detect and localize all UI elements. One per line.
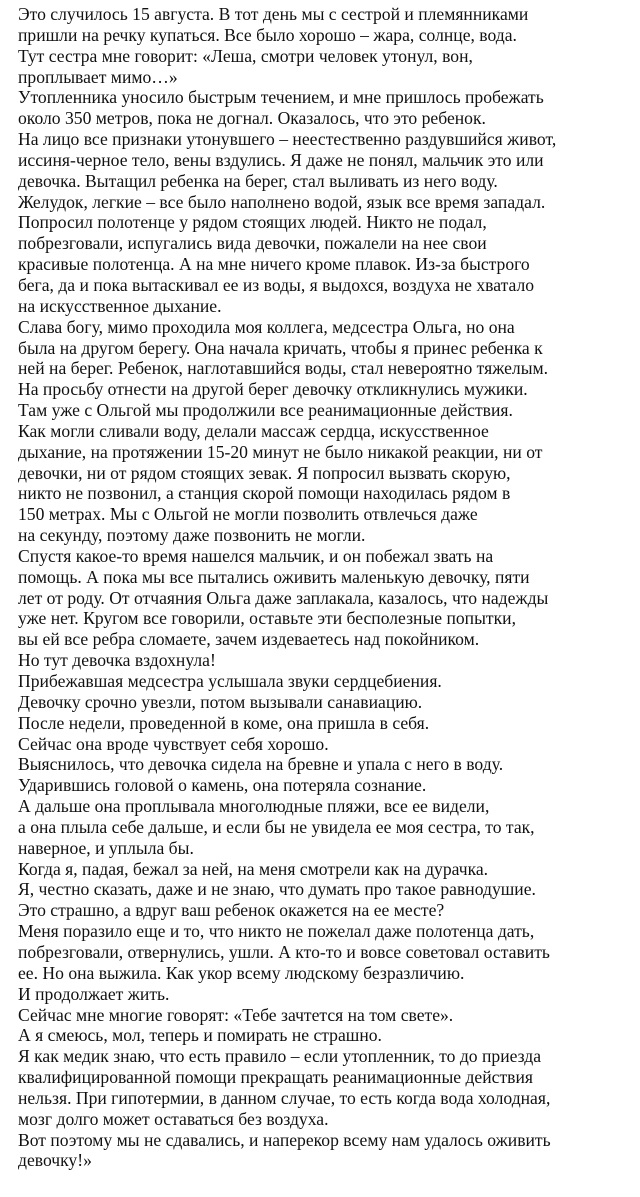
text-line: И продолжает жить.: [18, 983, 170, 1004]
text-line: иссиня-черное тело, вены вздулись. Я даже не понял, мальчик это или: [18, 149, 544, 170]
text-line: была на другом берегу. Она начала кричать, чтобы я принес ребенка к: [18, 337, 543, 358]
text-line: красивые полотенца. А на мне ничего кроме плавок. Из-за быстрого: [18, 254, 530, 275]
text-line: побрезговали, испугались вида девочки, пожалели на нее свои: [18, 233, 487, 254]
text-line: вы ей все ребра сломаете, зачем издеваетесь над покойником.: [18, 629, 480, 650]
text-line: Попросил полотенце у рядом стоящих людей. Никто не подал,: [18, 212, 487, 233]
text-line: Вот поэтому мы не сдавались, и наперекор всему нам удалось оживить: [18, 1129, 551, 1150]
text-line: нельзя. При гипотермии, в данном случае, то есть когда вода холодная,: [18, 1087, 551, 1108]
text-line: лет от роду. От отчаяния Ольга даже заплакала, казалось, что надежды: [18, 587, 549, 608]
text-line: квалифицированной помощи прекращать реанимационные действия: [18, 1067, 533, 1088]
text-line: Там уже с Ольгой мы продолжили все реанимационные действия.: [18, 400, 513, 421]
text-line: Меня поразило еще и то, что никто не пожелал даже полотенца дать,: [18, 921, 535, 942]
text-line: девочки, ни от рядом стоящих зевак. Я попросил вызвать скорую,: [18, 462, 511, 483]
text-line: на искусственное дыхание.: [18, 295, 222, 316]
text-line: Тут сестра мне говорит: «Леша, смотри человек утонул, вон,: [18, 45, 473, 66]
text-line: Девочку срочно увезли, потом вызывали санавиацию.: [18, 691, 423, 712]
text-line: После недели, проведенной в коме, она пришла в себя.: [18, 712, 430, 733]
text-line: 150 метрах. Мы с Ольгой не могли позволить отвлечься даже: [18, 504, 478, 525]
text-line: помощь. А пока мы все пытались оживить маленькую девочку, пяти: [18, 566, 530, 587]
text-line: Я, честно сказать, даже и не знаю, что думать про такое равнодушие.: [18, 879, 536, 900]
text-line: пришли на речку купаться. Все было хорошо – жара, солнце, вода.: [18, 24, 517, 45]
text-line: около 350 метров, пока не догнал. Оказалось, что это ребенок.: [18, 108, 486, 129]
text-line: ее. Но она выжила. Как укор всему людскому безразличию.: [18, 962, 465, 983]
text-line: никто не позвонил, а станция скорой помощи находилась рядом в: [18, 483, 511, 504]
text-line: проплывает мимо…»: [18, 66, 178, 87]
text-line: девочка. Вытащил ребенка на берег, стал выливать из него воду.: [18, 170, 498, 191]
text-line: бега, да и пока вытаскивал ее из воды, я выдохся, воздуха не хватало: [18, 274, 535, 295]
text-line: Сейчас мне многие говорят: «Тебе зачтется на том свете».: [18, 1004, 454, 1025]
text-line: мозг долго может оставаться без воздуха.: [18, 1108, 329, 1129]
text-line: девочку!»: [18, 1150, 92, 1171]
text-line: На просьбу отнести на другой берег девочку откликнулись мужики.: [18, 379, 528, 400]
text-line: наверное, и уплыла бы.: [18, 837, 194, 858]
text-line: Утопленника уносило быстрым течением, и мне пришлось пробежать: [18, 87, 544, 108]
text-line: Но тут девочка вздохнула!: [18, 650, 216, 671]
text-line: А я смеюсь, мол, теперь и помирать не страшно.: [18, 1025, 382, 1046]
text-line: Прибежавшая медсестра услышала звуки сердцебиения.: [18, 671, 442, 691]
text-line: Это страшно, а вдруг ваш ребенок окажется на ее месте?: [18, 900, 445, 921]
text-line: а она плыла себе дальше, и если бы не увидела ее моя сестра, то так,: [18, 816, 535, 837]
text-line: Ударившись головой о камень, она потеряла сознание.: [18, 775, 427, 796]
text-line: Выяснилось, что девочка сидела на бревне и упала с него в воду.: [18, 754, 504, 775]
text-line: Желудок, легкие – все было наполнено водой, язык все время западал.: [18, 191, 546, 212]
text-line: уже нет. Кругом все говорили, оставьте эти бесполезные попытки,: [18, 608, 516, 629]
story-text: [18, 4, 634, 1171]
text-line: Как могли сливали воду, делали массаж сердца, искусственное: [18, 420, 489, 441]
text-line: На лицо все признаки утонувшего – неестественно раздувшийся живот,: [18, 129, 557, 150]
text-line: ней на берег. Ребенок, наглотавшийся воды, стал невероятно тяжелым.: [18, 358, 549, 379]
text-line: побрезговали, отвернулись, ушли. А кто-то и вовсе советовал оставить: [18, 941, 550, 962]
text-line: дыхание, на протяжении 15-20 минут не было никакой реакции, ни от: [18, 441, 543, 462]
text-line: А дальше она проплывала многолюдные пляжи, все ее видели,: [18, 796, 490, 817]
text-line: Сейчас она вроде чувствует себя хорошо.: [18, 733, 329, 754]
text-line: Спустя какое-то время нашелся мальчик, и он побежал звать на: [18, 545, 494, 566]
text-line: Это случилось 15 августа. В тот день мы с сестрой и племянниками: [18, 4, 529, 24]
text-line: Слава богу, мимо проходила моя коллега, медсестра Ольга, но она: [18, 316, 515, 337]
text-line: Когда я, падая, бежал за ней, на меня смотрели как на дурачка.: [18, 858, 489, 879]
text-line: Я как медик знаю, что есть правило – если утопленник, то до приезда: [18, 1046, 542, 1067]
text-line: на секунду, поэтому даже позвонить не могли.: [18, 525, 366, 546]
